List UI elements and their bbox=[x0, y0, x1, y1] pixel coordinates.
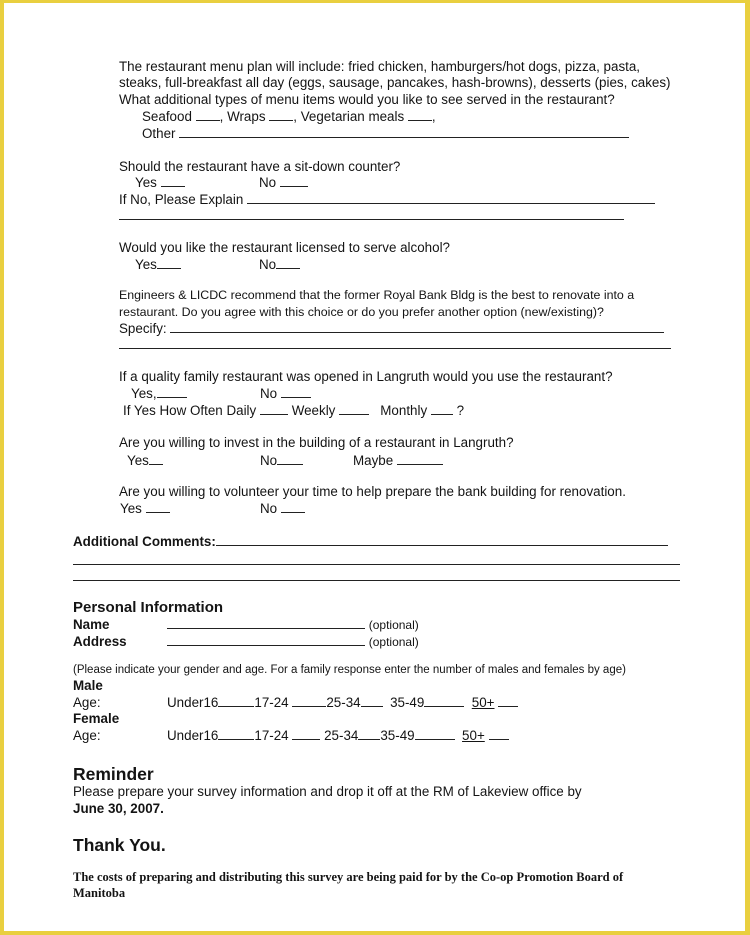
female-1724-field[interactable] bbox=[292, 728, 320, 740]
name-field[interactable] bbox=[167, 617, 365, 629]
invest-no-label: No bbox=[260, 453, 278, 468]
seafood-label: Seafood bbox=[142, 109, 192, 124]
alcohol-no bbox=[259, 257, 300, 273]
alcohol-no-label: No bbox=[259, 257, 277, 272]
invest-yes-label: Yes bbox=[127, 453, 149, 468]
address-label: Address bbox=[73, 634, 127, 649]
female-2534-field[interactable] bbox=[358, 728, 380, 740]
comments-label: Additional Comments: bbox=[73, 534, 216, 549]
building-specify-label: Specify: bbox=[119, 321, 167, 336]
thank-you: Thank You. bbox=[73, 835, 166, 855]
use-no-field[interactable] bbox=[281, 386, 311, 398]
other-field[interactable] bbox=[179, 126, 629, 138]
address-row bbox=[167, 634, 419, 650]
invest-maybe-label: Maybe bbox=[353, 453, 394, 468]
alcohol-yes bbox=[135, 257, 181, 273]
menu-other-row bbox=[142, 126, 629, 142]
seafood-field[interactable] bbox=[196, 109, 220, 121]
volunteer-yes bbox=[120, 501, 170, 517]
reminder-date: June 30, 2007. bbox=[73, 801, 164, 816]
building-specify-row bbox=[119, 321, 664, 337]
female-3549-label: 35-49 bbox=[380, 728, 415, 743]
counter-explain-line2[interactable] bbox=[119, 219, 624, 220]
female-under16-label: Under16 bbox=[167, 728, 219, 743]
counter-no-label: No bbox=[259, 175, 277, 190]
vegetarian-field[interactable] bbox=[408, 109, 432, 121]
alcohol-question: Would you like the restaurant licensed to serve alcohol? bbox=[119, 240, 450, 255]
male-age-row bbox=[167, 695, 518, 711]
male-3549-field[interactable] bbox=[424, 695, 464, 707]
frequency-daily-field[interactable] bbox=[260, 403, 288, 415]
name-label: Name bbox=[73, 617, 110, 632]
menu-question: What additional types of menu items would you like to see served in the restaurant? bbox=[119, 92, 615, 107]
use-no-label: No bbox=[260, 386, 278, 401]
survey-page bbox=[4, 3, 745, 931]
counter-explain-label: If No, Please Explain bbox=[119, 192, 244, 207]
invest-maybe bbox=[353, 453, 443, 469]
name-optional: (optional) bbox=[368, 618, 419, 632]
comments-line3[interactable] bbox=[73, 580, 680, 581]
male-1724-label: 17-24 bbox=[254, 695, 289, 710]
use-yes-label: Yes, bbox=[131, 386, 157, 401]
invest-yes bbox=[127, 453, 163, 469]
alcohol-yes-field[interactable] bbox=[157, 257, 181, 269]
gender-age-note: (Please indicate your gender and age. For a family response enter the number of males and females by age) bbox=[73, 664, 626, 676]
use-frequency-row bbox=[123, 403, 464, 419]
use-yes-field[interactable] bbox=[157, 386, 187, 398]
reminder-text: Please prepare your survey information and drop it off at the RM of Lakeview office by bbox=[73, 784, 582, 799]
menu-options-row bbox=[142, 109, 436, 125]
female-50-label: 50+ bbox=[462, 728, 485, 743]
invest-yes-field[interactable] bbox=[149, 453, 163, 465]
volunteer-no-label: No bbox=[260, 501, 278, 516]
invest-no-field[interactable] bbox=[277, 453, 303, 465]
volunteer-no bbox=[260, 501, 305, 517]
address-field[interactable] bbox=[167, 634, 365, 646]
name-row bbox=[167, 617, 419, 633]
frequency-weekly-label: Weekly bbox=[291, 403, 336, 418]
male-age-label: Age: bbox=[73, 695, 101, 710]
building-specify-field[interactable] bbox=[170, 321, 664, 333]
counter-question: Should the restaurant have a sit-down counter? bbox=[119, 159, 401, 174]
male-50-label: 50+ bbox=[471, 695, 495, 710]
invest-question: Are you willing to invest in the building of a restaurant in Langruth? bbox=[119, 435, 514, 450]
male-50-field[interactable] bbox=[498, 695, 518, 707]
volunteer-yes-label: Yes bbox=[120, 501, 142, 516]
comments-row bbox=[73, 534, 668, 550]
reminder-heading: Reminder bbox=[73, 764, 154, 784]
female-3549-field[interactable] bbox=[415, 728, 455, 740]
volunteer-no-field[interactable] bbox=[281, 501, 305, 513]
building-line2: restaurant. Do you agree with this choice or do you prefer another option (new/existing)? bbox=[119, 305, 604, 319]
comments-field[interactable] bbox=[216, 534, 668, 546]
vegetarian-label: , Vegetarian meals bbox=[293, 109, 405, 124]
personal-heading: Personal Information bbox=[73, 599, 224, 616]
frequency-daily-label: If Yes How Often Daily bbox=[123, 403, 257, 418]
counter-yes-label: Yes bbox=[135, 175, 157, 190]
female-2534-label: 25-34 bbox=[324, 728, 359, 743]
other-label: Other bbox=[142, 126, 176, 141]
female-label: Female bbox=[73, 711, 120, 726]
use-no bbox=[260, 386, 311, 402]
frequency-weekly-field[interactable] bbox=[339, 403, 369, 415]
male-2534-label: 25-34 bbox=[326, 695, 361, 710]
building-line1: Engineers & LICDC recommend that the former Royal Bank Bldg is the best to renovate into a bbox=[119, 288, 635, 302]
female-50-field[interactable] bbox=[489, 728, 509, 740]
use-yes bbox=[131, 386, 187, 402]
building-specify-line2[interactable] bbox=[119, 348, 671, 349]
invest-maybe-field[interactable] bbox=[397, 453, 443, 465]
invest-no bbox=[260, 453, 303, 469]
female-age-label: Age: bbox=[73, 728, 101, 743]
menu-plan-line2: steaks, full-breakfast all day (eggs, sausage, pancakes, hash-browns), desserts (pies, cakes) bbox=[119, 75, 671, 90]
male-3549-label: 35-49 bbox=[390, 695, 425, 710]
alcohol-yes-label: Yes bbox=[135, 257, 157, 272]
frequency-qmark: ? bbox=[456, 403, 465, 418]
footer-line2: Manitoba bbox=[73, 886, 126, 900]
counter-explain-field[interactable] bbox=[247, 192, 655, 204]
male-under16-label: Under16 bbox=[167, 695, 219, 710]
counter-explain-row bbox=[119, 192, 655, 208]
male-under16-field[interactable] bbox=[218, 695, 254, 707]
address-optional: (optional) bbox=[368, 635, 419, 649]
volunteer-yes-field[interactable] bbox=[146, 501, 170, 513]
volunteer-question: Are you willing to volunteer your time to help prepare the bank building for renovation. bbox=[119, 484, 626, 499]
male-1724-field[interactable] bbox=[292, 695, 326, 707]
male-label: Male bbox=[73, 678, 103, 693]
menu-plan-line1: The restaurant menu plan will include: fried chicken, hamburgers/hot dogs, pizza, pasta, bbox=[119, 59, 641, 74]
footer-line1: The costs of preparing and distributing this survey are being paid for by the Co-op Promotion Board of bbox=[73, 870, 624, 884]
female-1724-label: 17-24 bbox=[254, 728, 289, 743]
counter-no bbox=[259, 175, 308, 191]
counter-yes-field[interactable] bbox=[161, 175, 185, 187]
frequency-monthly-field[interactable] bbox=[431, 403, 453, 415]
female-under16-field[interactable] bbox=[218, 728, 254, 740]
male-2534-field[interactable] bbox=[361, 695, 383, 707]
wraps-field[interactable] bbox=[269, 109, 293, 121]
comma-sep: , bbox=[431, 109, 436, 124]
counter-no-field[interactable] bbox=[280, 175, 308, 187]
alcohol-no-field[interactable] bbox=[276, 257, 300, 269]
counter-yes bbox=[135, 175, 185, 191]
comments-line2[interactable] bbox=[73, 564, 680, 565]
use-question: If a quality family restaurant was opened in Langruth would you use the restaurant? bbox=[119, 369, 613, 384]
female-age-row bbox=[167, 728, 509, 744]
frequency-monthly-label: Monthly bbox=[380, 403, 428, 418]
wraps-label: , Wraps bbox=[219, 109, 266, 124]
